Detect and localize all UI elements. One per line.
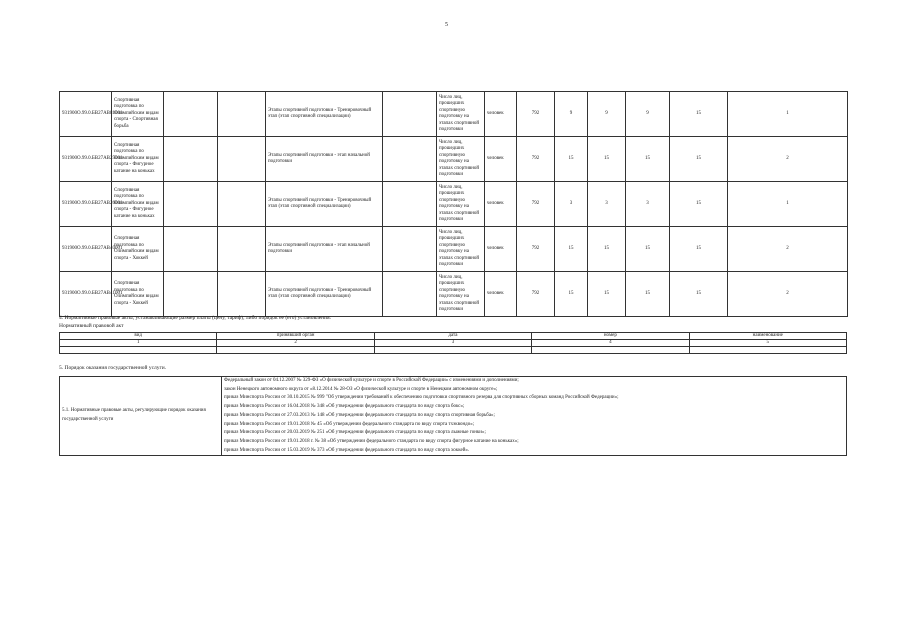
acts-header-cell: принявший орган xyxy=(217,333,374,340)
stage-cell: Этапы спортивной подготовки - Тренировочный этап (этап спортивной специализации) xyxy=(266,92,383,137)
empty-cell xyxy=(164,92,218,137)
empty-cell xyxy=(218,92,266,137)
value-cell: 1 xyxy=(728,92,848,137)
value-cell: 15 xyxy=(670,272,728,317)
indicator-cell: Число лиц, прошедших спортивную подготовку на этапах спортивной подготовки xyxy=(437,227,485,272)
empty-cell xyxy=(164,272,218,317)
empty-cell xyxy=(532,347,689,354)
legal-acts-table xyxy=(59,332,847,354)
value-cell: 1 xyxy=(728,182,848,227)
okei-cell: 792 xyxy=(517,182,555,227)
okei-cell: 792 xyxy=(517,137,555,182)
unit-cell: человек xyxy=(485,227,517,272)
okei-cell: 792 xyxy=(517,227,555,272)
empty-cell xyxy=(383,182,437,227)
code-cell: 931900О.99.0.БВ27АВ40001 xyxy=(60,227,112,272)
regulations-list xyxy=(222,377,847,456)
acts-header-cell: дата xyxy=(374,333,531,340)
regulation-line: приказ Минспорта России от 19.01.2018 г. № 38 «Об утверждении федерального стандарта по виду спорта фигурное катание на коньках»; xyxy=(224,438,519,444)
table-row xyxy=(60,272,848,317)
empty-cell xyxy=(218,182,266,227)
empty-cell xyxy=(218,272,266,317)
indicator-cell: Число лиц, прошедших спортивную подготовку на этапах спортивной подготовки xyxy=(437,182,485,227)
acts-number-cell: 1 xyxy=(60,340,217,347)
regulation-line: приказ Минспорта России от 20.03.2019 № 251 «Об утверждении федерального стандарта по виду спорта лыжные гонки»; xyxy=(224,430,486,436)
regulation-line: приказ Минспорта России от 30.10.2015 № 999 "Об утверждении требований к обеспечению подготовки спортивного резерва для спортивных сборных команд Российской Федерации»; xyxy=(224,395,619,401)
value-cell: 9 xyxy=(555,92,588,137)
okei-cell: 792 xyxy=(517,272,555,317)
section-4-subtitle: Нормативный правовой акт xyxy=(59,323,124,329)
table-row xyxy=(60,227,848,272)
empty-cell xyxy=(689,347,846,354)
acts-number-row xyxy=(60,340,847,347)
service-cell: Спортивная подготовка по Олимпийским видам спорта - Фигурное катание на коньках xyxy=(112,182,164,227)
value-cell: 15 xyxy=(670,182,728,227)
empty-cell xyxy=(383,272,437,317)
code-cell: 931900О.99.0.БВ27АВ26001 xyxy=(60,182,112,227)
table-row xyxy=(60,182,848,227)
acts-header-row xyxy=(60,333,847,340)
okei-cell: 792 xyxy=(517,92,555,137)
value-cell: 9 xyxy=(588,92,626,137)
value-cell: 15 xyxy=(555,227,588,272)
value-cell: 15 xyxy=(670,227,728,272)
unit-cell: человек xyxy=(485,182,517,227)
value-cell: 15 xyxy=(588,137,626,182)
value-cell: 15 xyxy=(588,227,626,272)
indicator-cell: Число лиц, прошедших спортивную подготовку на этапах спортивной подготовки xyxy=(437,137,485,182)
table-row xyxy=(60,92,848,137)
regulation-line: приказ Минспорта России от 16.04.2018 № 348 «Об утверждении федерального стандарта по виду спорта бокс»; xyxy=(224,404,465,410)
section-5-title: 5. Порядок оказания государственной услуги. xyxy=(59,365,167,371)
acts-empty-row xyxy=(60,347,847,354)
empty-cell xyxy=(60,347,217,354)
regulation-line: приказ Минспорта России от 27.03.2013 № 148 «Об утверждении федерального стандарта по виду спорта спортивная борьба»; xyxy=(224,412,495,418)
regulations-label: 5.1. Нормативные правовые акты, регулирующие порядок оказания государственной услуги xyxy=(60,377,222,456)
value-cell: 2 xyxy=(728,137,848,182)
regulation-line: приказ Минспорта России от 19.01.2018 № 45 «Об утверждении федерального стандарта по виду спорта тхэквондо»; xyxy=(224,421,475,427)
acts-header-cell: вид xyxy=(60,333,217,340)
value-cell: 3 xyxy=(626,182,670,227)
service-cell: Спортивная подготовка по Олимпийским видам спорта - Фигурное катание на коньках xyxy=(112,137,164,182)
value-cell: 15 xyxy=(626,227,670,272)
empty-cell xyxy=(217,347,374,354)
value-cell: 15 xyxy=(670,137,728,182)
empty-cell xyxy=(383,137,437,182)
unit-cell: человек xyxy=(485,272,517,317)
empty-cell xyxy=(218,227,266,272)
empty-cell xyxy=(374,347,531,354)
indicator-cell: Число лиц, прошедших спортивную подготовку на этапах спортивной подготовки xyxy=(437,272,485,317)
service-cell: Спортивная подготовка по Олимпийским видам спорта - Спортивная борьба xyxy=(112,92,164,137)
value-cell: 15 xyxy=(555,137,588,182)
stage-cell: Этапы спортивной подготовки - Тренировочный этап (этап спортивной специализации) xyxy=(266,272,383,317)
empty-cell xyxy=(164,227,218,272)
value-cell: 9 xyxy=(626,92,670,137)
empty-cell xyxy=(164,182,218,227)
value-cell: 15 xyxy=(626,272,670,317)
acts-number-cell: 4 xyxy=(532,340,689,347)
value-cell: 15 xyxy=(626,137,670,182)
stage-cell: Этапы спортивной подготовки - Тренировочный этап (этап спортивной специализации) xyxy=(266,182,383,227)
regulation-line: приказ Минспорта России от 15.03.2019 № 373 «Об утверждении федерального стандарта по виду спорта хоккей». xyxy=(224,447,470,453)
code-cell: 931900О.99.0.БВ27АВ25001 xyxy=(60,137,112,182)
unit-cell: человек xyxy=(485,92,517,137)
service-cell: Спортивная подготовка по Олимпийским видам спорта - Хоккей xyxy=(112,272,164,317)
acts-header-cell: наименование xyxy=(689,333,846,340)
acts-number-cell: 2 xyxy=(217,340,374,347)
regulations-table xyxy=(59,376,847,456)
service-volume-table xyxy=(59,91,848,317)
value-cell: 3 xyxy=(555,182,588,227)
section-4-title: 4. Нормативные правовые акты, устанавливающие размер платы (цену, тариф), либо порядок ее (его) установления: xyxy=(59,315,332,321)
empty-cell xyxy=(383,227,437,272)
value-cell: 15 xyxy=(670,92,728,137)
empty-cell xyxy=(383,92,437,137)
service-cell: Спортивная подготовка по Олимпийским видам спорта - Хоккей xyxy=(112,227,164,272)
unit-cell: человек xyxy=(485,137,517,182)
code-cell: 931900О.99.0.БВ27АВ41001 xyxy=(60,272,112,317)
value-cell: 15 xyxy=(555,272,588,317)
stage-cell: Этапы спортивной подготовки - этап начальной подготовки xyxy=(266,227,383,272)
code-cell: 931900О.99.0.БВ27АВ81001 xyxy=(60,92,112,137)
value-cell: 2 xyxy=(728,227,848,272)
table-row xyxy=(60,137,848,182)
acts-number-cell: 5 xyxy=(689,340,846,347)
regulation-line: закон Ненецкого автономного округа от «8.12.2014 № 28-ОЗ «О физической культуре и спорте в Ненецком автономном округе»; xyxy=(224,386,498,392)
acts-header-cell: номер xyxy=(532,333,689,340)
stage-cell: Этапы спортивной подготовки - этап начальной подготовки xyxy=(266,137,383,182)
page-number: 5 xyxy=(445,22,448,28)
value-cell: 2 xyxy=(728,272,848,317)
acts-number-cell: 3 xyxy=(374,340,531,347)
value-cell: 3 xyxy=(588,182,626,227)
regulation-line: Федеральный закон от 04.12.2007 № 329-ФЗ «О физической культуре и спорте в Российской Федерации» с изменениями и дополнениями; xyxy=(224,378,519,383)
empty-cell xyxy=(218,137,266,182)
value-cell: 15 xyxy=(588,272,626,317)
indicator-cell: Число лиц, прошедших спортивную подготовку на этапах спортивной подготовки xyxy=(437,92,485,137)
empty-cell xyxy=(164,137,218,182)
